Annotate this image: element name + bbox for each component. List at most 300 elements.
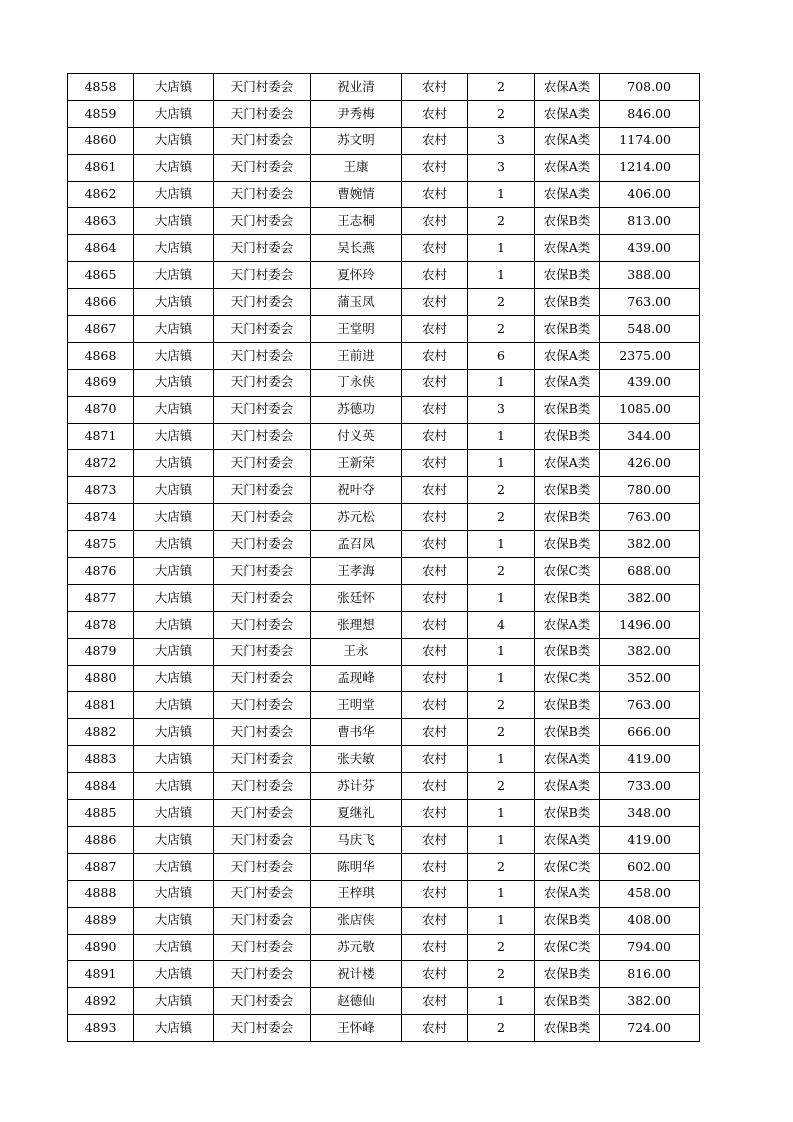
cell-insurance-category: 农保B类: [535, 423, 600, 450]
cell-person-name: 张夫敏: [311, 746, 402, 773]
cell-serial-number: 4865: [68, 262, 134, 289]
cell-person-name: 孟现峰: [311, 665, 402, 692]
cell-insurance-category: 农保B类: [535, 988, 600, 1015]
cell-person-name: 丁永侠: [311, 369, 402, 396]
cell-household-count: 1: [468, 450, 535, 477]
cell-village-committee: 天门村委会: [214, 531, 311, 558]
cell-area-type: 农村: [402, 934, 468, 961]
table-row: [68, 880, 700, 907]
cell-insurance-category: 农保B类: [535, 961, 600, 988]
cell-town: 大店镇: [134, 665, 214, 692]
cell-town: 大店镇: [134, 396, 214, 423]
cell-household-count: 2: [468, 961, 535, 988]
cell-town: 大店镇: [134, 127, 214, 154]
cell-person-name: 祝叶夺: [311, 477, 402, 504]
cell-household-count: 2: [468, 558, 535, 585]
cell-serial-number: 4891: [68, 961, 134, 988]
cell-serial-number: 4873: [68, 477, 134, 504]
cell-household-count: 3: [468, 127, 535, 154]
cell-household-count: 1: [468, 423, 535, 450]
cell-area-type: 农村: [402, 1015, 468, 1042]
cell-amount: 1496.00: [600, 611, 700, 638]
cell-person-name: 吴长燕: [311, 235, 402, 262]
cell-serial-number: 4893: [68, 1015, 134, 1042]
cell-area-type: 农村: [402, 235, 468, 262]
cell-serial-number: 4858: [68, 74, 134, 101]
table-row: [68, 800, 700, 827]
cell-insurance-category: 农保B类: [535, 638, 600, 665]
cell-village-committee: 天门村委会: [214, 342, 311, 369]
cell-village-committee: 天门村委会: [214, 235, 311, 262]
table-row: [68, 719, 700, 746]
cell-insurance-category: 农保B类: [535, 800, 600, 827]
cell-village-committee: 天门村委会: [214, 665, 311, 692]
cell-household-count: 1: [468, 262, 535, 289]
cell-amount: 666.00: [600, 719, 700, 746]
cell-person-name: 陈明华: [311, 853, 402, 880]
cell-town: 大店镇: [134, 289, 214, 316]
cell-town: 大店镇: [134, 262, 214, 289]
cell-person-name: 夏继礼: [311, 800, 402, 827]
cell-person-name: 苏计芬: [311, 773, 402, 800]
cell-village-committee: 天门村委会: [214, 208, 311, 235]
cell-village-committee: 天门村委会: [214, 638, 311, 665]
cell-area-type: 农村: [402, 477, 468, 504]
table-row: [68, 262, 700, 289]
cell-amount: 763.00: [600, 692, 700, 719]
cell-insurance-category: 农保B类: [535, 262, 600, 289]
cell-village-committee: 天门村委会: [214, 800, 311, 827]
cell-serial-number: 4878: [68, 611, 134, 638]
cell-household-count: 1: [468, 665, 535, 692]
cell-insurance-category: 农保B类: [535, 531, 600, 558]
table-row: [68, 208, 700, 235]
cell-amount: 816.00: [600, 961, 700, 988]
cell-person-name: 王明堂: [311, 692, 402, 719]
cell-town: 大店镇: [134, 1015, 214, 1042]
table-row: [68, 961, 700, 988]
cell-area-type: 农村: [402, 880, 468, 907]
cell-village-committee: 天门村委会: [214, 961, 311, 988]
cell-person-name: 曹书华: [311, 719, 402, 746]
table-row: [68, 988, 700, 1015]
cell-amount: 602.00: [600, 853, 700, 880]
table-row: [68, 934, 700, 961]
cell-serial-number: 4876: [68, 558, 134, 585]
cell-serial-number: 4864: [68, 235, 134, 262]
cell-person-name: 孟召凤: [311, 531, 402, 558]
cell-town: 大店镇: [134, 235, 214, 262]
cell-area-type: 农村: [402, 100, 468, 127]
cell-area-type: 农村: [402, 853, 468, 880]
cell-amount: 763.00: [600, 289, 700, 316]
table-row: [68, 853, 700, 880]
table-row: [68, 396, 700, 423]
cell-area-type: 农村: [402, 611, 468, 638]
cell-household-count: 2: [468, 934, 535, 961]
cell-amount: 708.00: [600, 74, 700, 101]
cell-serial-number: 4882: [68, 719, 134, 746]
cell-town: 大店镇: [134, 988, 214, 1015]
cell-village-committee: 天门村委会: [214, 477, 311, 504]
cell-household-count: 2: [468, 316, 535, 343]
cell-village-committee: 天门村委会: [214, 826, 311, 853]
cell-village-committee: 天门村委会: [214, 154, 311, 181]
cell-town: 大店镇: [134, 584, 214, 611]
cell-amount: 344.00: [600, 423, 700, 450]
cell-area-type: 农村: [402, 719, 468, 746]
cell-village-committee: 天门村委会: [214, 74, 311, 101]
cell-insurance-category: 农保A类: [535, 826, 600, 853]
cell-area-type: 农村: [402, 423, 468, 450]
cell-household-count: 1: [468, 746, 535, 773]
cell-village-committee: 天门村委会: [214, 316, 311, 343]
cell-amount: 724.00: [600, 1015, 700, 1042]
cell-household-count: 1: [468, 880, 535, 907]
cell-serial-number: 4871: [68, 423, 134, 450]
cell-person-name: 马庆飞: [311, 826, 402, 853]
cell-village-committee: 天门村委会: [214, 262, 311, 289]
cell-area-type: 农村: [402, 826, 468, 853]
records-table-body: [68, 74, 700, 1042]
cell-town: 大店镇: [134, 316, 214, 343]
table-row: [68, 342, 700, 369]
cell-insurance-category: 农保A类: [535, 773, 600, 800]
cell-village-committee: 天门村委会: [214, 907, 311, 934]
cell-person-name: 张廷怀: [311, 584, 402, 611]
cell-amount: 382.00: [600, 531, 700, 558]
cell-person-name: 蒲玉凤: [311, 289, 402, 316]
cell-serial-number: 4879: [68, 638, 134, 665]
cell-village-committee: 天门村委会: [214, 558, 311, 585]
cell-serial-number: 4870: [68, 396, 134, 423]
cell-person-name: 王永: [311, 638, 402, 665]
cell-town: 大店镇: [134, 961, 214, 988]
cell-insurance-category: 农保B类: [535, 396, 600, 423]
cell-household-count: 1: [468, 800, 535, 827]
cell-town: 大店镇: [134, 558, 214, 585]
cell-village-committee: 天门村委会: [214, 692, 311, 719]
cell-amount: 348.00: [600, 800, 700, 827]
cell-insurance-category: 农保B类: [535, 289, 600, 316]
cell-insurance-category: 农保C类: [535, 853, 600, 880]
cell-amount: 780.00: [600, 477, 700, 504]
cell-serial-number: 4863: [68, 208, 134, 235]
cell-insurance-category: 农保B类: [535, 584, 600, 611]
cell-amount: 439.00: [600, 235, 700, 262]
cell-town: 大店镇: [134, 450, 214, 477]
table-row: [68, 531, 700, 558]
cell-town: 大店镇: [134, 853, 214, 880]
cell-town: 大店镇: [134, 934, 214, 961]
cell-amount: 688.00: [600, 558, 700, 585]
cell-serial-number: 4867: [68, 316, 134, 343]
cell-serial-number: 4892: [68, 988, 134, 1015]
cell-village-committee: 天门村委会: [214, 1015, 311, 1042]
cell-household-count: 1: [468, 531, 535, 558]
cell-area-type: 农村: [402, 638, 468, 665]
table-row: [68, 74, 700, 101]
cell-insurance-category: 农保C类: [535, 558, 600, 585]
cell-amount: 352.00: [600, 665, 700, 692]
cell-insurance-category: 农保B类: [535, 692, 600, 719]
cell-amount: 408.00: [600, 907, 700, 934]
cell-village-committee: 天门村委会: [214, 746, 311, 773]
cell-amount: 382.00: [600, 638, 700, 665]
cell-area-type: 农村: [402, 154, 468, 181]
cell-household-count: 2: [468, 773, 535, 800]
cell-person-name: 夏怀玲: [311, 262, 402, 289]
cell-amount: 846.00: [600, 100, 700, 127]
cell-amount: 733.00: [600, 773, 700, 800]
cell-amount: 426.00: [600, 450, 700, 477]
table-row: [68, 369, 700, 396]
cell-household-count: 2: [468, 504, 535, 531]
cell-person-name: 王孝海: [311, 558, 402, 585]
cell-town: 大店镇: [134, 692, 214, 719]
cell-town: 大店镇: [134, 907, 214, 934]
cell-amount: 388.00: [600, 262, 700, 289]
cell-insurance-category: 农保A类: [535, 74, 600, 101]
cell-person-name: 曹婉情: [311, 181, 402, 208]
cell-household-count: 1: [468, 235, 535, 262]
cell-area-type: 农村: [402, 450, 468, 477]
cell-serial-number: 4872: [68, 450, 134, 477]
cell-household-count: 2: [468, 100, 535, 127]
cell-insurance-category: 农保C类: [535, 934, 600, 961]
cell-area-type: 农村: [402, 181, 468, 208]
cell-amount: 2375.00: [600, 342, 700, 369]
cell-town: 大店镇: [134, 100, 214, 127]
cell-household-count: 2: [468, 74, 535, 101]
cell-household-count: 1: [468, 907, 535, 934]
cell-person-name: 王梓琪: [311, 880, 402, 907]
cell-town: 大店镇: [134, 719, 214, 746]
cell-insurance-category: 农保C类: [535, 665, 600, 692]
table-row: [68, 235, 700, 262]
cell-person-name: 尹秀梅: [311, 100, 402, 127]
cell-village-committee: 天门村委会: [214, 988, 311, 1015]
table-row: [68, 638, 700, 665]
cell-village-committee: 天门村委会: [214, 289, 311, 316]
cell-person-name: 王怀峰: [311, 1015, 402, 1042]
table-row: [68, 289, 700, 316]
cell-serial-number: 4874: [68, 504, 134, 531]
cell-person-name: 祝业清: [311, 74, 402, 101]
cell-area-type: 农村: [402, 396, 468, 423]
cell-town: 大店镇: [134, 880, 214, 907]
cell-town: 大店镇: [134, 531, 214, 558]
cell-area-type: 农村: [402, 584, 468, 611]
cell-amount: 813.00: [600, 208, 700, 235]
cell-serial-number: 4885: [68, 800, 134, 827]
cell-village-committee: 天门村委会: [214, 934, 311, 961]
cell-village-committee: 天门村委会: [214, 611, 311, 638]
cell-insurance-category: 农保A类: [535, 127, 600, 154]
cell-household-count: 1: [468, 638, 535, 665]
cell-serial-number: 4883: [68, 746, 134, 773]
cell-insurance-category: 农保B类: [535, 477, 600, 504]
cell-area-type: 农村: [402, 74, 468, 101]
cell-area-type: 农村: [402, 342, 468, 369]
cell-amount: 382.00: [600, 584, 700, 611]
cell-household-count: 2: [468, 719, 535, 746]
cell-household-count: 2: [468, 853, 535, 880]
cell-insurance-category: 农保A类: [535, 746, 600, 773]
cell-person-name: 张理想: [311, 611, 402, 638]
table-row: [68, 584, 700, 611]
cell-household-count: 2: [468, 477, 535, 504]
cell-village-committee: 天门村委会: [214, 450, 311, 477]
cell-insurance-category: 农保A类: [535, 880, 600, 907]
cell-area-type: 农村: [402, 504, 468, 531]
cell-person-name: 赵德仙: [311, 988, 402, 1015]
table-row: [68, 1015, 700, 1042]
cell-village-committee: 天门村委会: [214, 880, 311, 907]
cell-town: 大店镇: [134, 800, 214, 827]
cell-area-type: 农村: [402, 800, 468, 827]
cell-town: 大店镇: [134, 423, 214, 450]
cell-serial-number: 4890: [68, 934, 134, 961]
cell-area-type: 农村: [402, 907, 468, 934]
cell-area-type: 农村: [402, 289, 468, 316]
table-row: [68, 423, 700, 450]
cell-insurance-category: 农保A类: [535, 611, 600, 638]
table-row: [68, 504, 700, 531]
cell-insurance-category: 农保B类: [535, 907, 600, 934]
cell-amount: 458.00: [600, 880, 700, 907]
cell-household-count: 1: [468, 369, 535, 396]
cell-village-committee: 天门村委会: [214, 127, 311, 154]
cell-serial-number: 4884: [68, 773, 134, 800]
cell-village-committee: 天门村委会: [214, 719, 311, 746]
table-row: [68, 611, 700, 638]
cell-person-name: 苏元松: [311, 504, 402, 531]
cell-town: 大店镇: [134, 773, 214, 800]
table-row: [68, 154, 700, 181]
cell-insurance-category: 农保B类: [535, 719, 600, 746]
cell-person-name: 王康: [311, 154, 402, 181]
table-row: [68, 558, 700, 585]
cell-town: 大店镇: [134, 208, 214, 235]
cell-village-committee: 天门村委会: [214, 369, 311, 396]
cell-amount: 382.00: [600, 988, 700, 1015]
cell-town: 大店镇: [134, 826, 214, 853]
cell-insurance-category: 农保A类: [535, 342, 600, 369]
cell-village-committee: 天门村委会: [214, 584, 311, 611]
cell-person-name: 付义英: [311, 423, 402, 450]
cell-household-count: 1: [468, 584, 535, 611]
cell-area-type: 农村: [402, 692, 468, 719]
cell-insurance-category: 农保B类: [535, 316, 600, 343]
cell-insurance-category: 农保B类: [535, 504, 600, 531]
cell-area-type: 农村: [402, 665, 468, 692]
cell-town: 大店镇: [134, 154, 214, 181]
cell-household-count: 2: [468, 208, 535, 235]
cell-town: 大店镇: [134, 181, 214, 208]
cell-person-name: 王前进: [311, 342, 402, 369]
cell-serial-number: 4862: [68, 181, 134, 208]
cell-household-count: 6: [468, 342, 535, 369]
cell-person-name: 苏元敬: [311, 934, 402, 961]
cell-serial-number: 4866: [68, 289, 134, 316]
cell-serial-number: 4887: [68, 853, 134, 880]
table-row: [68, 181, 700, 208]
cell-insurance-category: 农保A类: [535, 181, 600, 208]
cell-household-count: 1: [468, 988, 535, 1015]
cell-person-name: 苏德功: [311, 396, 402, 423]
cell-household-count: 3: [468, 396, 535, 423]
cell-area-type: 农村: [402, 773, 468, 800]
cell-amount: 419.00: [600, 826, 700, 853]
cell-area-type: 农村: [402, 262, 468, 289]
cell-area-type: 农村: [402, 961, 468, 988]
cell-town: 大店镇: [134, 611, 214, 638]
cell-amount: 1085.00: [600, 396, 700, 423]
cell-serial-number: 4875: [68, 531, 134, 558]
cell-household-count: 2: [468, 692, 535, 719]
cell-insurance-category: 农保A类: [535, 235, 600, 262]
cell-serial-number: 4888: [68, 880, 134, 907]
cell-village-committee: 天门村委会: [214, 396, 311, 423]
cell-person-name: 张店侠: [311, 907, 402, 934]
cell-amount: 419.00: [600, 746, 700, 773]
cell-household-count: 2: [468, 1015, 535, 1042]
cell-person-name: 王新荣: [311, 450, 402, 477]
cell-serial-number: 4860: [68, 127, 134, 154]
cell-serial-number: 4861: [68, 154, 134, 181]
table-row: [68, 316, 700, 343]
cell-village-committee: 天门村委会: [214, 504, 311, 531]
cell-serial-number: 4869: [68, 369, 134, 396]
cell-area-type: 农村: [402, 988, 468, 1015]
cell-insurance-category: 农保A类: [535, 369, 600, 396]
table-row: [68, 100, 700, 127]
table-row: [68, 826, 700, 853]
cell-serial-number: 4880: [68, 665, 134, 692]
cell-amount: 763.00: [600, 504, 700, 531]
cell-household-count: 3: [468, 154, 535, 181]
cell-area-type: 农村: [402, 531, 468, 558]
cell-household-count: 2: [468, 289, 535, 316]
cell-amount: 1214.00: [600, 154, 700, 181]
cell-town: 大店镇: [134, 369, 214, 396]
table-row: [68, 127, 700, 154]
cell-amount: 794.00: [600, 934, 700, 961]
table-row: [68, 773, 700, 800]
cell-town: 大店镇: [134, 74, 214, 101]
cell-person-name: 王志桐: [311, 208, 402, 235]
records-table: [67, 73, 700, 1042]
cell-village-committee: 天门村委会: [214, 423, 311, 450]
cell-area-type: 农村: [402, 369, 468, 396]
cell-village-committee: 天门村委会: [214, 853, 311, 880]
cell-area-type: 农村: [402, 127, 468, 154]
cell-insurance-category: 农保B类: [535, 208, 600, 235]
cell-area-type: 农村: [402, 746, 468, 773]
cell-insurance-category: 农保A类: [535, 154, 600, 181]
table-row: [68, 692, 700, 719]
cell-serial-number: 4889: [68, 907, 134, 934]
cell-serial-number: 4886: [68, 826, 134, 853]
table-row: [68, 907, 700, 934]
cell-household-count: 4: [468, 611, 535, 638]
cell-area-type: 农村: [402, 558, 468, 585]
cell-serial-number: 4859: [68, 100, 134, 127]
cell-serial-number: 4877: [68, 584, 134, 611]
cell-amount: 406.00: [600, 181, 700, 208]
cell-insurance-category: 农保A类: [535, 100, 600, 127]
